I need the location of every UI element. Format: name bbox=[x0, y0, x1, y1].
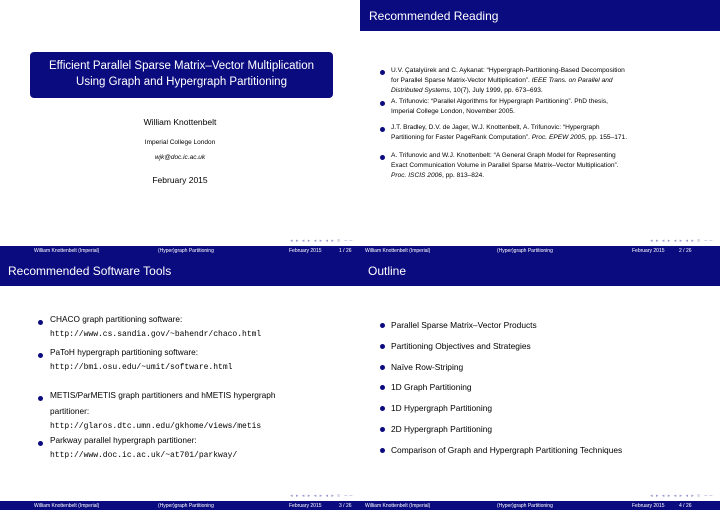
footer-page: 3 / 26 bbox=[339, 502, 352, 509]
reference-line: for Parallel Sparse Matrix-Vector Multiplication”. bbox=[391, 77, 532, 84]
author-name: William Knottenbelt bbox=[143, 117, 217, 127]
reference-line: , pp. 155–171. bbox=[584, 134, 628, 141]
footer-page: 1 / 26 bbox=[339, 247, 352, 254]
footer-page: 2 / 26 bbox=[679, 247, 692, 254]
software-item bbox=[50, 432, 237, 464]
title-line-1: Efficient Parallel Sparse Matrix–Vector Multiplication bbox=[48, 60, 315, 72]
footer-bar bbox=[0, 501, 360, 510]
bullet bbox=[380, 155, 385, 160]
bullet bbox=[38, 353, 43, 358]
reference-line: A. Trifunovic: “Parallel Algorithms for Hypergraph Partitioning”. PhD thesis, bbox=[391, 98, 608, 105]
bullet bbox=[380, 365, 385, 370]
software-desc: METIS/ParMETIS graph partitioners and hMETIS hypergraph bbox=[50, 390, 276, 400]
bullet bbox=[380, 406, 385, 411]
presentation-date: February 2015 bbox=[152, 175, 208, 185]
reference-line: , pp. 813–824. bbox=[441, 172, 485, 179]
bullet bbox=[380, 70, 385, 75]
title-line-2: Using Graph and Hypergraph Partitioning bbox=[76, 76, 287, 88]
software-url[interactable]: http://www.cs.sandia.gov/~bahendr/chaco.html bbox=[50, 330, 262, 339]
outline-item[interactable]: Naïve Row-Striping bbox=[391, 362, 464, 372]
bullet bbox=[38, 396, 43, 401]
bullet bbox=[380, 385, 385, 390]
bullet bbox=[38, 320, 43, 325]
outline-item[interactable]: 1D Hypergraph Partitioning bbox=[391, 403, 493, 413]
bullet bbox=[380, 323, 385, 328]
nav-symbols[interactable]: ◂ ▸ ◂ ▸ ◂ ▸ ◂ ▸ ≡ ∽∽ bbox=[650, 238, 714, 244]
outline-item[interactable]: 1D Graph Partitioning bbox=[391, 382, 472, 392]
slide-header bbox=[360, 0, 720, 31]
institution: Imperial College London bbox=[144, 139, 216, 146]
slide-header bbox=[360, 255, 720, 286]
reference-line: , 10(7), July 1999, pp. 673–693. bbox=[449, 87, 543, 94]
slide-title bbox=[0, 0, 360, 255]
reference-venue: Distributed Systems bbox=[391, 87, 450, 94]
footer-date: February 2015 bbox=[632, 247, 665, 254]
footer-short-title: (Hyper)graph Partitioning bbox=[497, 502, 553, 509]
slide-heading: Recommended Reading bbox=[369, 9, 499, 23]
footer-page: 4 / 26 bbox=[679, 502, 692, 509]
outline-item[interactable]: Partitioning Objectives and Strategies bbox=[391, 341, 531, 351]
footer-date: February 2015 bbox=[289, 247, 322, 254]
software-url[interactable]: http://glaros.dtc.umn.edu/gkhome/views/metis bbox=[50, 422, 262, 431]
footer-bar bbox=[360, 501, 720, 510]
footer-author: William Knottenbelt (Imperial) bbox=[34, 247, 100, 254]
bullet bbox=[380, 127, 385, 132]
footer-author: William Knottenbelt (Imperial) bbox=[365, 502, 431, 509]
author-email[interactable]: wjk@doc.ic.ac.uk bbox=[154, 154, 206, 161]
reference-line: U.V. Çatalyürek and C. Aykanat: “Hypergraph-Partitioning-Based Decomposition bbox=[391, 67, 625, 74]
outline-item[interactable]: Comparison of Graph and Hypergraph Partitioning Techniques bbox=[391, 445, 623, 455]
software-item bbox=[50, 387, 276, 435]
reference-line: Partitioning for Faster PageRank Computation”. bbox=[391, 134, 532, 141]
software-desc-cont: partitioner: bbox=[50, 406, 90, 416]
software-item bbox=[50, 311, 261, 343]
footer-bar bbox=[0, 246, 360, 255]
reference-venue: Proc. EPEW 2005 bbox=[531, 134, 585, 141]
software-desc: CHACO graph partitioning software: bbox=[50, 314, 183, 324]
reference-item bbox=[391, 123, 701, 143]
bullet bbox=[380, 427, 385, 432]
nav-symbols[interactable]: ◂ ▸ ◂ ▸ ◂ ▸ ◂ ▸ ≡ ∽∽ bbox=[290, 238, 354, 244]
nav-symbols[interactable]: ◂ ▸ ◂ ▸ ◂ ▸ ◂ ▸ ≡ ∽∽ bbox=[650, 493, 714, 499]
reference-venue: IEEE Trans. on Parallel and bbox=[531, 77, 613, 84]
bullet bbox=[380, 344, 385, 349]
software-desc: Parkway parallel hypergraph partitioner: bbox=[50, 435, 197, 445]
reference-item bbox=[391, 97, 701, 117]
nav-symbols[interactable]: ◂ ▸ ◂ ▸ ◂ ▸ ◂ ▸ ≡ ∽∽ bbox=[290, 493, 354, 499]
reference-line: Imperial College London, November 2005. bbox=[391, 108, 515, 115]
bullet bbox=[38, 441, 43, 446]
footer-author: William Knottenbelt (Imperial) bbox=[365, 247, 431, 254]
footer-date: February 2015 bbox=[632, 502, 665, 509]
outline-item[interactable]: Parallel Sparse Matrix–Vector Products bbox=[391, 320, 537, 330]
software-url[interactable]: http://www.doc.ic.ac.uk/~at701/parkway/ bbox=[50, 451, 238, 460]
reference-item bbox=[391, 151, 701, 181]
slide-heading: Outline bbox=[368, 264, 407, 278]
bullet bbox=[380, 448, 385, 453]
title-box bbox=[30, 52, 333, 98]
software-item bbox=[50, 344, 232, 376]
reference-line: Exact Communication Volume in Parallel Sparse Matrix–Vector Multiplication”. bbox=[391, 162, 619, 169]
outline-item[interactable]: 2D Hypergraph Partitioning bbox=[391, 424, 493, 434]
slide-heading: Recommended Software Tools bbox=[8, 264, 172, 278]
reference-line: A. Trifunovic and W.J. Knottenbelt: “A General Graph Model for Representing bbox=[391, 152, 616, 159]
footer-date: February 2015 bbox=[289, 502, 322, 509]
bullet bbox=[380, 101, 385, 106]
footer-author: William Knottenbelt (Imperial) bbox=[34, 502, 100, 509]
reference-line: J.T. Bradley, D.V. de Jager, W.J. Knottenbelt, A. Trifunovic: “Hypergraph bbox=[391, 124, 600, 131]
software-url[interactable]: http://bmi.osu.edu/~umit/software.html bbox=[50, 363, 233, 372]
footer-short-title: (Hyper)graph Partitioning bbox=[158, 247, 214, 254]
slide-header bbox=[0, 255, 360, 286]
footer-short-title: (Hyper)graph Partitioning bbox=[497, 247, 553, 254]
footer-short-title: (Hyper)graph Partitioning bbox=[158, 502, 214, 509]
reference-item bbox=[391, 66, 701, 96]
software-desc: PaToH hypergraph partitioning software: bbox=[50, 347, 199, 357]
reference-venue: Proc. ISCIS 2006 bbox=[391, 172, 442, 179]
footer-bar bbox=[360, 246, 720, 255]
slide-recommended-software bbox=[0, 255, 360, 510]
